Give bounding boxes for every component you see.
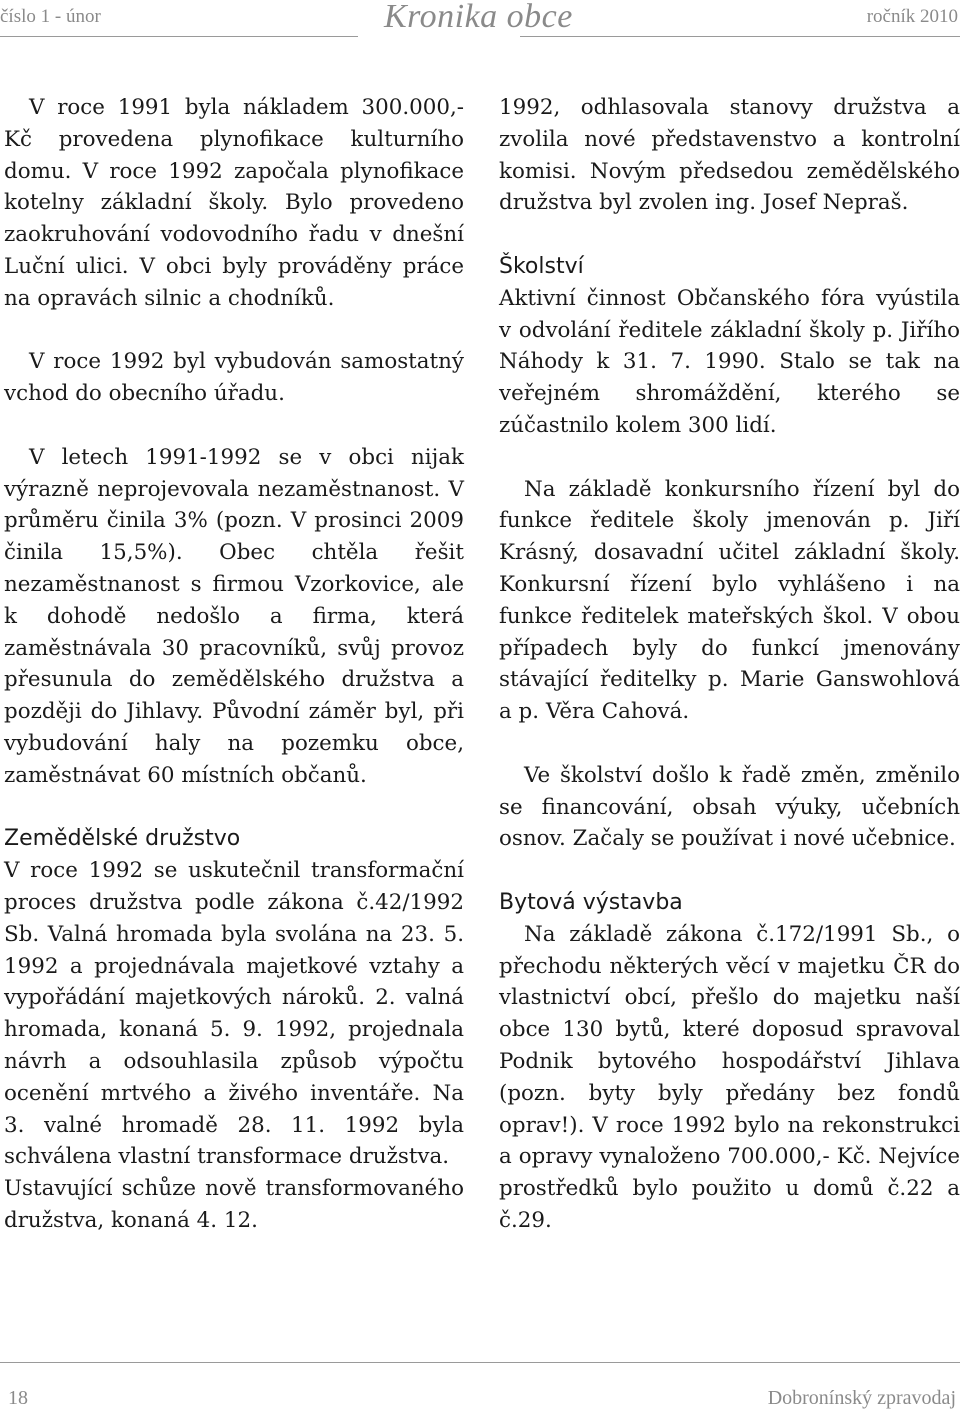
right-column [499, 92, 960, 1237]
heading-cooperative: Zemědělské družstvo [4, 826, 241, 852]
page-header [0, 0, 960, 40]
paragraph-unemployment: V letech 1991-1992 se v obci nijak výrazně neprojevovala nezaměstnanost. V průměru činila 3% (pozn. V prosinci 2009 činila 15,5%). Obec chtěla řešit nezaměstnanost s firmou Vzorkovice, ale k dohodě nedošlo a firma, která zaměstnávala 30 pracovníků, svůj provoz přesunula do zemědělského družstva a později do Jihlavy. Původní záměr byl, při vybudování haly na pozemku obce, zaměstnávat 60 místních občanů. [4, 444, 464, 788]
paragraph-civic-forum: Aktivní činnost Občanského fóra vyústila v odvolání ředitele základní školy p. Jiřího Náhody k 31. 7. 1990. Stalo se tak na veřejném shromáždění, kterého se zúčastnilo kolem 300 lidí. [499, 285, 960, 438]
heading-schools: Školství [499, 253, 584, 279]
paragraph-cooperative: V roce 1992 se uskutečnil transformační proces družstva podle zákona č.42/1992 Sb. Valná hromada byla svolána na 23. 5. 1992 a projednávala majetkové vztahy a vypořádání majetkových nároků. 2. valná hromada, konaná 5. 9. 1992, projednala návrh a odsouhlasila způsob výpočtu ocenění mrtvého a živého inventáře. Na 3. valné hromadě 28. 11. 1992 byla schválena vlastní transformace družstva. [4, 858, 464, 1170]
paragraph-gas: V roce 1991 byla nákladem 300.000,- Kč provedena plynofikace kulturního domu. V roce 1992 započala plynofikace kotelny základní školy. Bylo provedeno zaokruhování vodovodního řadu v dnešní Luční ulici. V obci byly prováděny práce na opravách silnic a chodníků. [4, 95, 464, 311]
heading-housing: Bytová výstavba [499, 889, 683, 915]
volume-year: ročník 2010 [866, 6, 958, 27]
chronicle-title: Kronika obce [384, 0, 573, 35]
paragraph-cooperative-cont: 1992, odhlasovala stanovy družstva a zvolila nové představenstvo a kontrolní komisi. Novým předsedou zemědělského družstva byl zvolen ing. Josef Nepraš. [499, 95, 960, 216]
left-column [4, 92, 464, 1237]
page-number: 18 [8, 1387, 28, 1409]
paragraph-housing: Na základě zákona č.172/1991 Sb., o přechodu některých věcí v majetku ČR do vlastnictví obcí, přešlo do majetku naší obce 130 bytů, které doposud spravoval Podnik bytového hospodářství Jihlava (pozn. byty byly předány bez fondů oprav!). V roce 1992 bylo na rekonstrukci a opravy vynaloženo 700.000,- Kč. Nejvíce prostředků bylo použito u domů č.22 a č.29. [499, 921, 960, 1233]
paragraph-office-entrance: V roce 1992 byl vybudován samostatný vchod do obecního úřadu. [4, 349, 464, 407]
header-rule-left [0, 36, 358, 37]
issue-label: číslo 1 - únor [0, 6, 101, 27]
paragraph-founding-meeting: Ustavující schůze nově transformovaného družstva, konaná 4. 12. [4, 1176, 464, 1233]
header-rule-right [520, 36, 960, 37]
footer-rule [0, 1362, 960, 1363]
magazine-name: Dobronínský zpravodaj [767, 1387, 956, 1409]
paragraph-headmaster: Na základě konkursního řízení byl do funkce ředitele školy jmenován p. Jiří Krásný, dosavadní učitel základní školy. Konkursní řízení bylo vyhlášeno i na funkce ředitelek mateřských škol. V obou případech byly do funkcí jmenovány stávající ředitelky p. Marie Ganswohlová a p. Věra Cahová. [499, 476, 960, 725]
paragraph-school-changes: Ve školství došlo k řadě změn, změnilo se financování, obsah výuky, učebních osnov. Začaly se používat i nové učebnice. [499, 762, 960, 852]
